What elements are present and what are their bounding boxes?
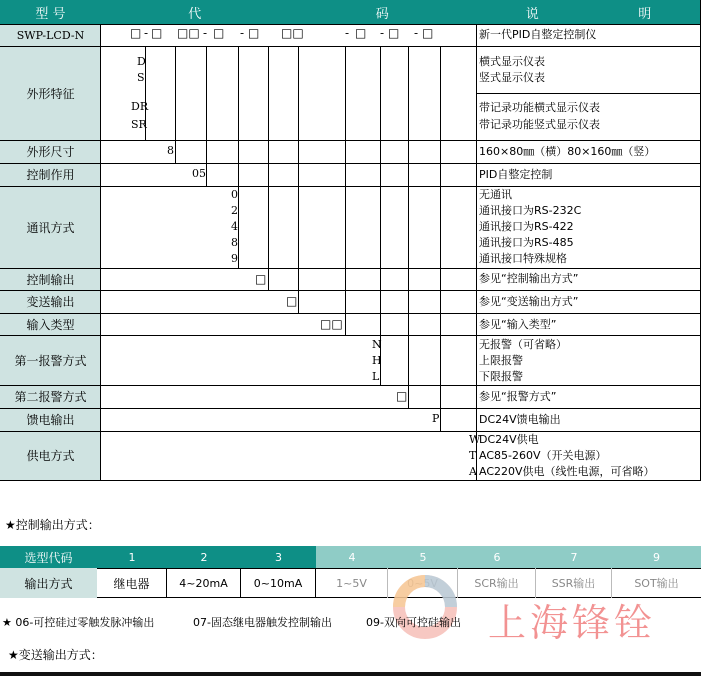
output-code-2 — [167, 546, 241, 568]
output-value-ssr: SSR输出 — [536, 568, 612, 598]
code-power-T: T — [469, 449, 477, 462]
code-transmit-output: □ — [286, 294, 298, 308]
label-transmit-output-text: 变送输出 — [26, 295, 75, 309]
label-input-type — [0, 313, 101, 335]
desc-power-W: DC24V供电 — [479, 433, 539, 446]
output-code-5-text: 5 — [419, 550, 427, 564]
model-code-box: □ — [422, 26, 434, 40]
code-comm-2: 2 — [231, 204, 238, 217]
label-transmit-output — [0, 290, 101, 313]
code-D: D — [137, 55, 146, 68]
output-code-9 — [612, 546, 701, 568]
header-code-char-1: 代 — [188, 6, 202, 22]
header-desc-char-2: 明 — [638, 6, 652, 22]
desc-power-T: AC85-260V（开关电源） — [479, 449, 607, 462]
desc-alarm-2: 参见“报警方式” — [479, 390, 557, 403]
grid-line — [0, 186, 701, 187]
desc-size: 160×80㎜（横）80×160㎜（竖） — [479, 145, 656, 158]
code-size: 8 — [167, 144, 174, 157]
label-feed-output-text: 馈电输出 — [26, 413, 75, 427]
code-DR: DR — [131, 100, 149, 113]
label-feed-output — [0, 408, 101, 431]
label-alarm-2 — [0, 385, 101, 408]
desc-feed: DC24V馈电输出 — [479, 413, 561, 426]
output-code-3-text: 3 — [275, 550, 282, 564]
model-code-box: □ — [248, 26, 260, 40]
output-code-9-text: 9 — [653, 550, 660, 564]
code-control-output: □ — [255, 272, 267, 286]
model-code-dash: - — [414, 26, 419, 40]
grid-line — [408, 46, 409, 408]
output-code-2-text: 2 — [200, 550, 208, 564]
grid-line — [238, 46, 239, 268]
grid-line — [0, 431, 701, 432]
note-07: 07-固态继电器触发控制输出 — [193, 616, 332, 629]
output-code-7 — [536, 546, 612, 568]
output-code-4 — [316, 546, 388, 568]
grid-line — [0, 290, 701, 291]
code-alarm-2: □ — [396, 389, 408, 403]
grid-line — [476, 24, 477, 481]
output-row-label-text: 输出方式 — [24, 576, 73, 591]
label-comm-text: 通讯方式 — [26, 220, 75, 235]
note-06: ★ 06-可控硅过零触发脉冲输出 — [2, 616, 155, 629]
desc-appearance-4: 带记录功能竖式显示仪表 — [479, 118, 600, 131]
label-control-output — [0, 268, 101, 290]
watermark-logo-icon — [390, 572, 460, 642]
code-comm-4: 4 — [231, 220, 238, 233]
label-power-text: 供电方式 — [26, 449, 75, 463]
label-control-action — [0, 163, 101, 186]
code-comm-9: 9 — [231, 252, 238, 265]
grid-line — [440, 46, 441, 431]
model-code-box: □□ — [281, 26, 304, 40]
output-head-label-text: 选型代码 — [24, 550, 73, 565]
code-control-action: 05 — [192, 167, 206, 180]
grid-line — [0, 163, 701, 164]
code-comm-0: 0 — [231, 188, 238, 201]
grid-line — [175, 46, 176, 163]
desc-alarm-L: 下限报警 — [479, 370, 523, 383]
grid-line — [0, 480, 701, 481]
model-desc: 新一代PID自整定控制仪 — [479, 28, 597, 41]
label-alarm-1 — [0, 335, 101, 385]
label-comm — [0, 186, 101, 268]
code-alarm-H: H — [372, 354, 382, 367]
grid-line — [0, 335, 701, 336]
desc-alarm-N: 无报警（可省略） — [479, 338, 567, 351]
desc-comm-2: 通讯接口为RS-232C — [479, 204, 582, 217]
label-control-action-text: 控制作用 — [26, 168, 75, 182]
code-power-A: A — [469, 465, 477, 478]
desc-appearance-1: 横式显示仪表 — [479, 55, 545, 68]
grid-line — [0, 385, 701, 386]
output-head-label — [0, 546, 97, 568]
model-code-box: □ — [388, 26, 400, 40]
output-code-7-text: 7 — [570, 550, 578, 564]
output-code-5 — [388, 546, 458, 568]
label-power — [0, 431, 101, 480]
grid-line — [0, 313, 701, 314]
header-model — [0, 0, 101, 24]
header-desc-char-1: 说 — [525, 6, 539, 22]
header-model-text: 型 号 — [35, 6, 66, 22]
grid-line — [268, 46, 269, 290]
desc-comm-4: 通讯接口为RS-422 — [479, 220, 574, 233]
model-code-dash: - — [240, 26, 245, 40]
output-value-4-20ma: 4~20mA — [167, 568, 241, 598]
model-code-box: □ — [151, 26, 163, 40]
model-name-cell — [0, 24, 101, 46]
model-code-box: □□ — [177, 26, 200, 40]
desc-comm-8: 通讯接口为RS-485 — [479, 236, 574, 249]
desc-appearance-2: 竖式显示仪表 — [479, 71, 545, 84]
label-appearance — [0, 46, 101, 140]
output-code-6-text: 6 — [493, 550, 501, 564]
grid-line — [100, 24, 101, 481]
output-code-1-text: 1 — [128, 550, 136, 564]
code-alarm-N: N — [372, 338, 382, 351]
section-transmit-output-title: ★变送输出方式： — [8, 648, 103, 662]
grid-line — [0, 408, 701, 409]
output-row-label — [0, 568, 97, 598]
model-code-box: □ — [130, 26, 142, 40]
section-control-output-title: ★控制输出方式： — [5, 518, 100, 532]
header-code-char-2: 码 — [375, 6, 389, 22]
code-comm-8: 8 — [231, 236, 238, 249]
desc-power-A: AC220V供电（线性电源，可省略） — [479, 465, 655, 478]
grid-line — [206, 46, 207, 186]
code-power-W: W — [469, 433, 481, 446]
desc-control-action: PID自整定控制 — [479, 168, 553, 181]
grid-line — [0, 46, 701, 47]
grid-line — [476, 93, 701, 94]
model-code-box: □ — [213, 26, 225, 40]
label-alarm-2-text: 第二报警方式 — [14, 390, 87, 404]
output-code-4-text: 4 — [348, 550, 356, 564]
header-desc — [476, 0, 701, 24]
output-value-0-5v: 0~5V — [388, 568, 458, 598]
grid-line — [0, 24, 701, 25]
model-code-box: □ — [355, 26, 367, 40]
desc-comm-9: 通讯接口特殊规格 — [479, 252, 567, 265]
grid-line — [380, 46, 381, 385]
label-alarm-1-text: 第一报警方式 — [14, 353, 87, 368]
model-code-sequence — [130, 26, 474, 44]
desc-control-output: 参见“控制输出方式” — [479, 272, 579, 285]
grid-line — [0, 268, 701, 269]
grid-line — [345, 46, 346, 335]
output-code-3 — [241, 546, 316, 568]
code-input-type: □□ — [320, 317, 343, 331]
grid-line — [0, 140, 701, 141]
desc-transmit-output: 参见“变送输出方式” — [479, 295, 579, 308]
label-size — [0, 140, 101, 163]
desc-alarm-H: 上限报警 — [479, 354, 523, 367]
header-code — [101, 0, 476, 24]
desc-input-type: 参见“输入类型” — [479, 318, 557, 331]
model-name: SWP-LCD-N — [16, 28, 85, 42]
code-feed: P — [432, 412, 440, 425]
output-value-sot: SOT输出 — [634, 577, 679, 590]
code-alarm-L: L — [372, 370, 380, 383]
output-value-1-5v: 1~5V — [316, 568, 388, 598]
output-code-1 — [97, 546, 167, 568]
bottom-rule — [0, 672, 701, 676]
label-input-type-text: 输入类型 — [26, 317, 75, 332]
desc-comm-0: 无通讯 — [479, 188, 512, 201]
code-S: S — [137, 71, 145, 84]
output-value-0-10ma: 0~10mA — [241, 568, 316, 598]
watermark-text: 上海锋铨 — [488, 601, 657, 645]
grid-line — [298, 46, 299, 313]
label-control-output-text: 控制输出 — [26, 272, 75, 287]
model-code-dash: - — [144, 26, 149, 40]
label-appearance-text: 外形特征 — [26, 86, 75, 101]
model-code-dash: - — [380, 26, 385, 40]
label-size-text: 外形尺寸 — [26, 145, 75, 159]
model-code-dash: - — [203, 26, 208, 40]
output-value-relay: 继电器 — [97, 568, 167, 598]
output-code-6 — [458, 546, 536, 568]
desc-appearance-3: 带记录功能横式显示仪表 — [479, 101, 600, 114]
note-09: 09-双向可控硅输出 — [366, 616, 461, 629]
model-code-dash: - — [345, 26, 350, 40]
code-SR: SR — [131, 118, 147, 131]
output-value-scr: SCR输出 — [458, 568, 536, 598]
